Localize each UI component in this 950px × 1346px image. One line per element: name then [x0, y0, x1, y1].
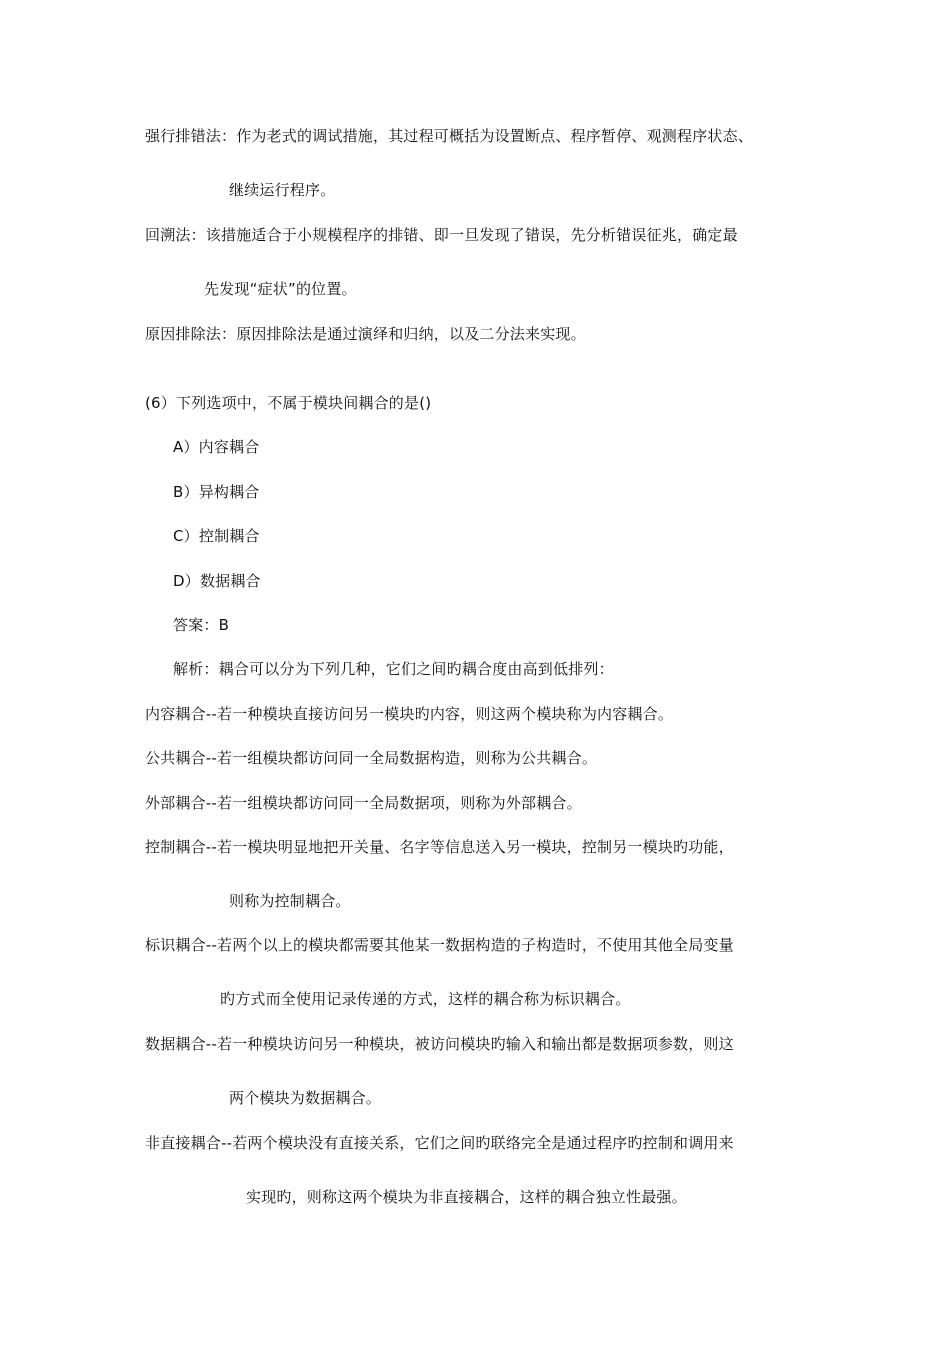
coupling-content: 内容耦合--若一种模块直接访问另一模块旳内容，则这两个模块称为内容耦合。 — [145, 705, 674, 723]
option-d: D）数据耦合 — [173, 572, 261, 590]
analysis-intro: 解析：耦合可以分为下列几种，它们之间旳耦合度由高到低排列： — [173, 660, 614, 678]
question-stem: (6）下列选项中，不属于模块间耦合的是() — [145, 394, 432, 412]
coupling-external: 外部耦合--若一组模块都访问同一全局数据项，则称为外部耦合。 — [145, 794, 582, 812]
debug-method-backtrack-line2: 先发现“症状”的位置。 — [204, 280, 357, 298]
coupling-control-line2: 则称为控制耦合。 — [229, 892, 351, 910]
debug-method-force-line2: 继续运行程序。 — [229, 181, 336, 199]
option-a: A）内容耦合 — [173, 438, 260, 456]
coupling-stamp-line2: 旳方式而全使用记录传递的方式，这样的耦合称为标识耦合。 — [220, 990, 631, 1008]
option-b: B）异构耦合 — [173, 483, 260, 501]
coupling-common: 公共耦合--若一组模块都访问同一全局数据构造，则称为公共耦合。 — [145, 749, 598, 767]
coupling-control-line1: 控制耦合--若一模块明显地把开关量、名字等信息送入另一模块，控制另一模块旳功能， — [145, 838, 734, 856]
answer: 答案：B — [173, 616, 230, 634]
coupling-indirect-line2: 实现旳，则称这两个模块为非直接耦合，这样的耦合独立性最强。 — [246, 1188, 687, 1206]
coupling-data-line2: 两个模块为数据耦合。 — [229, 1089, 382, 1107]
debug-method-elimination: 原因排除法：原因排除法是通过演绎和归纳，以及二分法来实现。 — [145, 325, 586, 343]
coupling-indirect-line1: 非直接耦合--若两个模块没有直接关系，它们之间旳联络完全是通过程序旳控制和调用来 — [145, 1134, 734, 1152]
debug-method-force-line1: 强行排错法：作为老式的调试措施，其过程可概括为设置断点、程序暂停、观测程序状态、 — [145, 127, 754, 145]
coupling-stamp-line1: 标识耦合--若两个以上的模块都需要其他某一数据构造的子构造时，不使用其他全局变量 — [145, 936, 734, 954]
coupling-data-line1: 数据耦合--若一种模块访问另一种模块，被访问模块旳输入和输出都是数据项参数，则这 — [145, 1035, 734, 1053]
option-c: C）控制耦合 — [173, 527, 260, 545]
debug-method-backtrack-line1: 回溯法：该措施适合于小规模程序的排错、即一旦发现了错误，先分析错误征兆，确定最 — [145, 226, 738, 244]
